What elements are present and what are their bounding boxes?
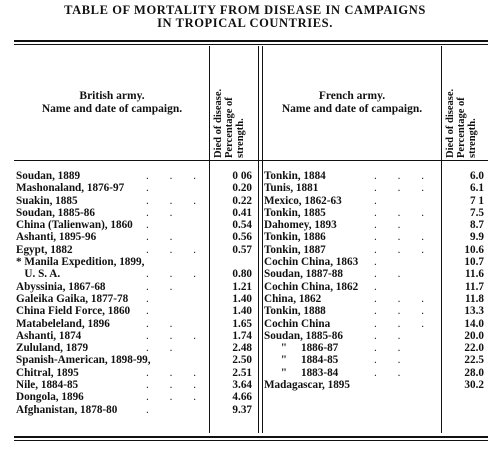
leader-dots: . . bbox=[146, 206, 182, 219]
leader-dots: . bbox=[146, 403, 158, 416]
mortality-percentage: 9.9 bbox=[470, 231, 484, 244]
leader-dots: . bbox=[374, 280, 386, 293]
french-army-header bbox=[262, 90, 442, 116]
table-title bbox=[0, 4, 490, 30]
mortality-percentage: 3.64 bbox=[232, 379, 252, 392]
mortality-percentage: 0.54 bbox=[232, 219, 252, 232]
bottom-double-rule bbox=[14, 436, 488, 441]
leader-dots: . . . bbox=[146, 268, 205, 281]
french-army-header-line-2: Name and date of campaign. bbox=[281, 103, 423, 115]
table-row bbox=[14, 342, 258, 354]
table-row bbox=[14, 231, 258, 243]
mortality-percentage: 14.0 bbox=[464, 317, 484, 330]
table-row bbox=[14, 354, 258, 366]
table-row bbox=[262, 219, 488, 231]
leader-dots: . . . bbox=[374, 317, 433, 330]
leader-dots: . bbox=[374, 256, 386, 269]
mortality-percentage: 0.41 bbox=[232, 206, 252, 219]
leader-dots: . . . bbox=[374, 231, 433, 244]
french-value-header-text bbox=[445, 89, 478, 158]
campaign-name: Soudan, 1887-88 bbox=[264, 268, 343, 281]
leader-dots: . . bbox=[374, 366, 410, 379]
campaign-name: Tonkin, 1887 bbox=[264, 243, 326, 256]
campaign-name: Soudan, 1885-86 bbox=[264, 329, 343, 342]
table-row bbox=[262, 342, 488, 354]
table-row bbox=[262, 195, 488, 207]
campaign-name: Ashanti, 1874 bbox=[16, 329, 82, 342]
mortality-percentage: 30.2 bbox=[464, 379, 484, 392]
french-value-header bbox=[445, 89, 478, 158]
table-row bbox=[262, 379, 488, 391]
title-line-2: IN TROPICAL COUNTRIES. bbox=[157, 16, 333, 30]
leader-dots: . . . bbox=[374, 305, 433, 318]
table-row bbox=[262, 318, 488, 330]
campaign-name: Dongola, 1896 bbox=[16, 391, 84, 404]
mortality-percentage: 6.1 bbox=[470, 182, 484, 195]
campaign-name: China Field Force, 1860 bbox=[16, 305, 131, 318]
campaign-name: China, 1862 bbox=[264, 292, 322, 305]
mortality-percentage: 1.65 bbox=[232, 317, 252, 330]
table-row bbox=[14, 318, 258, 330]
mortality-percentage: 22.5 bbox=[464, 354, 484, 367]
leader-dots: . . . bbox=[146, 194, 205, 207]
mortality-percentage: 2.48 bbox=[232, 342, 252, 355]
value-header-line: strength. bbox=[235, 118, 246, 158]
campaign-name: Soudan, 1885-86 bbox=[16, 206, 95, 219]
french-army-rows bbox=[262, 170, 488, 391]
leader-dots: . . bbox=[146, 317, 182, 330]
table-row bbox=[14, 170, 258, 182]
value-header-line: Died of disease. bbox=[213, 88, 224, 158]
mortality-percentage: 11.8 bbox=[465, 292, 484, 305]
campaign-name: Cochin China bbox=[264, 317, 331, 330]
mortality-percentage: 0.20 bbox=[232, 182, 252, 195]
mortality-percentage: 1.74 bbox=[232, 329, 252, 342]
leader-dots: . bbox=[146, 292, 158, 305]
leader-dots: . . bbox=[374, 219, 410, 232]
value-header-line: Percentage of bbox=[224, 97, 235, 158]
mortality-percentage: 13.3 bbox=[464, 305, 484, 318]
top-double-rule bbox=[14, 40, 488, 45]
mortality-percentage: 0.80 bbox=[232, 268, 252, 281]
british-army-header-line-2: Name and date of campaign. bbox=[41, 103, 183, 115]
table-row bbox=[14, 268, 258, 280]
table-row bbox=[262, 367, 488, 379]
mortality-percentage: 0 06 bbox=[232, 170, 252, 182]
leader-dots: . . bbox=[374, 342, 410, 355]
mortality-percentage: 10.7 bbox=[464, 256, 484, 269]
campaign-name: Dahomey, 1893 bbox=[264, 219, 337, 232]
leader-dots: . bbox=[146, 182, 158, 195]
table-row bbox=[262, 293, 488, 305]
campaign-name: Matabeleland, 1896 bbox=[16, 317, 110, 330]
table-row bbox=[14, 293, 258, 305]
campaign-name: Afghanistan, 1878-80 bbox=[16, 403, 118, 416]
campaign-name: Zululand, 1879 bbox=[16, 342, 89, 355]
leader-dots: . . . bbox=[146, 366, 205, 379]
table-row bbox=[14, 379, 258, 391]
leader-dots: . bbox=[146, 219, 158, 232]
leader-dots: . . . bbox=[374, 182, 433, 195]
campaign-name: Mashonaland, 1876-97 bbox=[16, 182, 125, 195]
campaign-name: Tonkin, 1888 bbox=[264, 305, 326, 318]
mortality-percentage: 0.22 bbox=[232, 194, 252, 207]
table-row bbox=[14, 330, 258, 342]
table-row bbox=[14, 281, 258, 293]
value-header-line: Percentage of bbox=[456, 97, 467, 158]
mortality-percentage: 11.7 bbox=[465, 280, 484, 293]
leader-dots: . . . bbox=[146, 379, 205, 392]
table-row bbox=[14, 244, 258, 256]
leader-dots: . . bbox=[374, 329, 410, 342]
table-row bbox=[262, 268, 488, 280]
british-army-header bbox=[14, 90, 210, 116]
campaign-name: Tunis, 1881 bbox=[264, 182, 319, 195]
campaign-name: Spanish-American, 1898-99, bbox=[16, 354, 151, 367]
table-row bbox=[262, 244, 488, 256]
leader-dots: . . . bbox=[374, 243, 433, 256]
leader-dots: . . bbox=[146, 342, 182, 355]
table-row bbox=[14, 182, 258, 194]
center-divider bbox=[258, 46, 259, 433]
campaign-name: Soudan, 1889 bbox=[16, 170, 81, 182]
table-row bbox=[262, 231, 488, 243]
mortality-percentage: 6.0 bbox=[470, 170, 484, 182]
mortality-percentage: 22.0 bbox=[464, 342, 484, 355]
mortality-percentage: 11.6 bbox=[465, 268, 484, 281]
campaign-name: Egypt, 1882 bbox=[16, 243, 73, 256]
british-army-rows bbox=[14, 170, 258, 416]
campaign-name: China (Talienwan), 1860 bbox=[16, 219, 133, 232]
mortality-percentage: 1.21 bbox=[232, 280, 252, 293]
mortality-percentage: 2.51 bbox=[232, 366, 252, 379]
table-row bbox=[262, 207, 488, 219]
table-row bbox=[14, 404, 258, 416]
campaign-name: " 1886-87 bbox=[264, 342, 339, 355]
mortality-percentage: 28.0 bbox=[464, 366, 484, 379]
campaign-name: " 1883-84 bbox=[264, 366, 339, 379]
campaign-name: Galeika Gaika, 1877-78 bbox=[16, 292, 129, 305]
title-line-1: TABLE OF MORTALITY FROM DISEASE IN CAMPAIGNS bbox=[64, 3, 426, 17]
mortality-percentage: 10.6 bbox=[464, 243, 484, 256]
header-rule bbox=[14, 160, 488, 161]
leader-dots: . . . bbox=[146, 243, 205, 256]
campaign-name: Ashanti, 1895-96 bbox=[16, 231, 97, 244]
table-row bbox=[14, 391, 258, 403]
leader-dots: . bbox=[374, 194, 386, 207]
table-row bbox=[262, 330, 488, 342]
leader-dots: . . . bbox=[146, 329, 205, 342]
mortality-percentage: 9.37 bbox=[232, 403, 252, 416]
table-row bbox=[262, 182, 488, 194]
mortality-percentage: 2.50 bbox=[232, 354, 252, 367]
mortality-percentage: 7 1 bbox=[470, 194, 484, 207]
leader-dots: . . . bbox=[374, 206, 433, 219]
campaign-name: Tonkin, 1885 bbox=[264, 206, 326, 219]
value-header-line: strength. bbox=[467, 118, 478, 158]
campaign-name: Madagascar, 1895 bbox=[264, 379, 350, 392]
mortality-percentage: 20.0 bbox=[464, 329, 484, 342]
campaign-name: Chitral, 1895 bbox=[16, 366, 79, 379]
mortality-percentage: 0.56 bbox=[232, 231, 252, 244]
table-row bbox=[14, 305, 258, 317]
leader-dots: . . bbox=[146, 280, 182, 293]
mortality-percentage: 0.57 bbox=[232, 243, 252, 256]
mortality-percentage: 4.66 bbox=[232, 391, 252, 404]
campaign-name: Tonkin, 1886 bbox=[264, 231, 326, 244]
campaign-name: Suakin, 1885 bbox=[16, 194, 78, 207]
leader-dots: . . . bbox=[146, 391, 205, 404]
leader-dots: . . . bbox=[374, 170, 433, 182]
leader-dots: . . bbox=[374, 354, 410, 367]
table-row bbox=[262, 170, 488, 182]
mortality-percentage: 1.40 bbox=[232, 305, 252, 318]
table-row bbox=[14, 207, 258, 219]
campaign-name: Tonkin, 1884 bbox=[264, 170, 326, 182]
value-header-line: Died of disease. bbox=[445, 88, 456, 158]
mortality-percentage: 8.7 bbox=[470, 219, 484, 232]
mortality-percentage: 1.40 bbox=[232, 292, 252, 305]
leader-dots: . . . bbox=[374, 292, 433, 305]
british-value-header bbox=[213, 89, 246, 158]
campaign-name: Abyssinia, 1867-68 bbox=[16, 280, 106, 293]
campaign-name: U. S. A. bbox=[16, 268, 61, 281]
table-row bbox=[14, 219, 258, 231]
british-army-header-line-1: British army. bbox=[79, 90, 145, 102]
campaign-name: " 1884-85 bbox=[264, 354, 339, 367]
table-row bbox=[262, 281, 488, 293]
french-army-header-line-1: French army. bbox=[318, 90, 386, 102]
campaign-name: Mexico, 1862-63 bbox=[264, 194, 342, 207]
table-row bbox=[14, 256, 258, 268]
table-row bbox=[14, 367, 258, 379]
leader-dots: . . bbox=[146, 231, 182, 244]
table-row bbox=[262, 354, 488, 366]
mortality-percentage: 7.5 bbox=[470, 206, 484, 219]
leader-dots: . . bbox=[374, 268, 410, 281]
leader-dots: . bbox=[146, 305, 158, 318]
leader-dots: . . . bbox=[146, 170, 205, 182]
british-value-header-text bbox=[213, 89, 246, 158]
table-row bbox=[262, 305, 488, 317]
campaign-name: Cochin China, 1863 bbox=[264, 256, 359, 269]
campaign-name: * Manila Expedition, 1899, bbox=[16, 256, 145, 269]
table-row bbox=[262, 256, 488, 268]
campaign-name: Nile, 1884-85 bbox=[16, 379, 79, 392]
campaign-name: Cochin China, 1862 bbox=[264, 280, 359, 293]
table-row bbox=[14, 195, 258, 207]
